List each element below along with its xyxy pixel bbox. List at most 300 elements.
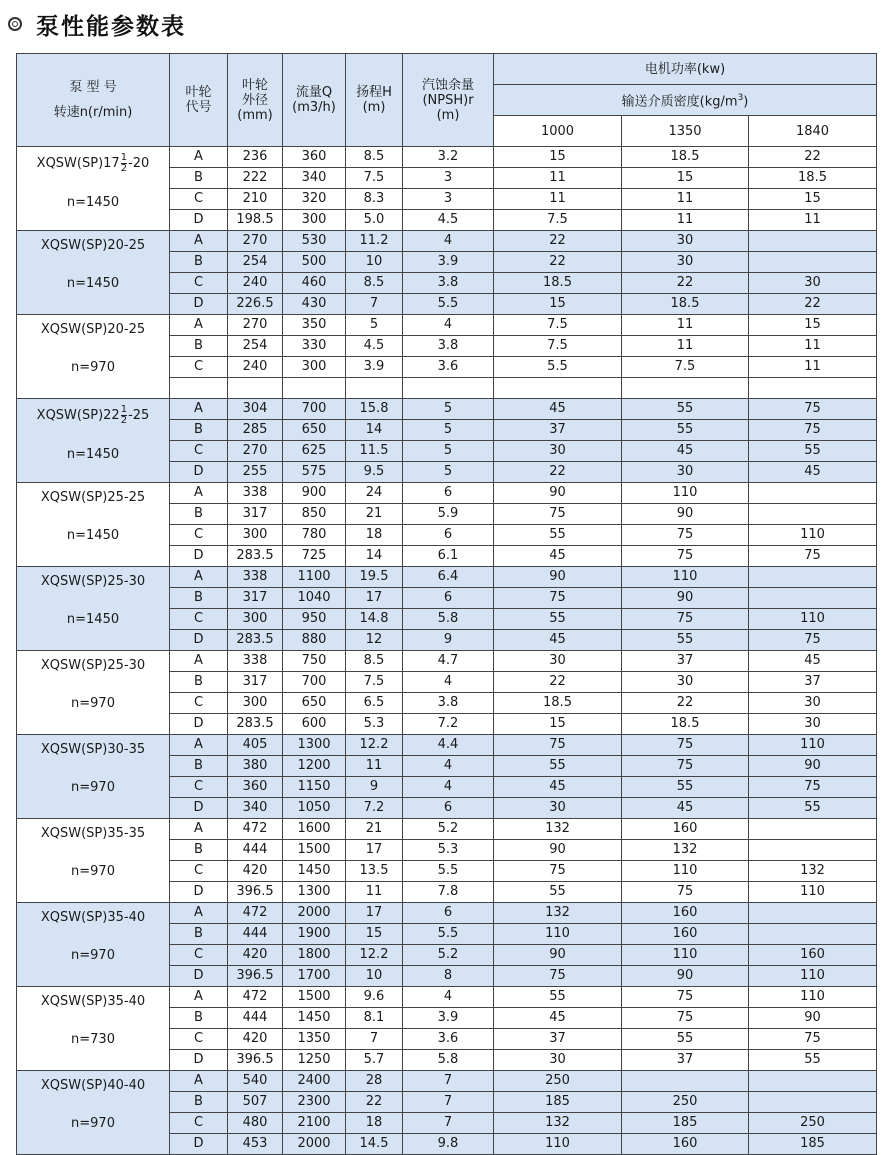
table-cell: 7 (403, 1071, 494, 1092)
table-cell: 21 (346, 819, 403, 840)
table-cell: 700 (283, 672, 346, 693)
table-cell: 1300 (283, 882, 346, 903)
table-cell: 3.2 (403, 147, 494, 168)
model-name: XQSW(SP)35-35 (40, 826, 146, 841)
table-cell: 15 (494, 294, 622, 315)
table-cell (749, 378, 877, 399)
table-cell: 2000 (283, 1134, 346, 1155)
table-cell: 4.7 (403, 651, 494, 672)
table-cell: 22 (494, 672, 622, 693)
table-row (17, 819, 877, 840)
table-cell: 55 (494, 987, 622, 1008)
table-cell: A (170, 819, 228, 840)
model-name: XQSW(SP)20-25 (40, 238, 146, 253)
table-cell: B (170, 420, 228, 441)
table-cell: 240 (228, 273, 283, 294)
table-cell: 5.5 (403, 294, 494, 315)
table-cell: 30 (622, 252, 749, 273)
table-cell: 7.5 (622, 357, 749, 378)
table-cell: 30 (494, 651, 622, 672)
table-cell: 5.5 (403, 861, 494, 882)
table-cell: 530 (283, 231, 346, 252)
table-cell: 5.3 (403, 840, 494, 861)
table-cell: 600 (283, 714, 346, 735)
table-cell: 75 (622, 546, 749, 567)
table-cell: 110 (494, 924, 622, 945)
table-cell: 1350 (283, 1029, 346, 1050)
table-cell: A (170, 735, 228, 756)
table-cell: 3.8 (403, 693, 494, 714)
title-text: 泵性能参数表 (36, 13, 186, 40)
model-name: XQSW(SP)30-35 (40, 742, 146, 757)
table-cell: 11 (494, 168, 622, 189)
table-cell: 338 (228, 483, 283, 504)
table-cell: 28 (346, 1071, 403, 1092)
table-cell: 75 (622, 1008, 749, 1029)
table-cell: 13.5 (346, 861, 403, 882)
table-cell: 30 (494, 1050, 622, 1071)
model-cell (17, 567, 170, 651)
table-cell: 11.2 (346, 231, 403, 252)
table-cell: 6 (403, 903, 494, 924)
table-cell (749, 819, 877, 840)
table-row (17, 315, 877, 336)
table-cell: 270 (228, 315, 283, 336)
table-cell: 750 (283, 651, 346, 672)
table-cell: B (170, 924, 228, 945)
table-cell: 90 (622, 966, 749, 987)
table-cell: 1500 (283, 987, 346, 1008)
table-cell: 75 (494, 861, 622, 882)
table-cell: 338 (228, 651, 283, 672)
table-cell: 396.5 (228, 1050, 283, 1071)
table-cell: A (170, 987, 228, 1008)
table-cell: 575 (283, 462, 346, 483)
model-name: XQSW(SP)22 $\frac{1}{2}$ -25 (36, 404, 150, 426)
table-cell: 5 (346, 315, 403, 336)
table-cell: 37 (622, 1050, 749, 1071)
model-cell (17, 735, 170, 819)
table-cell: 5 (403, 399, 494, 420)
table-cell: 90 (749, 1008, 877, 1029)
table-cell: 3 (403, 189, 494, 210)
table-cell: 10 (346, 966, 403, 987)
table-cell: 7.5 (494, 336, 622, 357)
header-pump-model: 泵 型 号 转速n(r/min) (17, 54, 170, 147)
model-cell (17, 1071, 170, 1155)
table-cell: 11 (346, 882, 403, 903)
table-cell: 75 (622, 882, 749, 903)
table-cell: 55 (749, 1050, 877, 1071)
table-cell: 75 (749, 399, 877, 420)
model-cell (17, 987, 170, 1071)
table-cell: 18.5 (622, 147, 749, 168)
table-cell: 45 (749, 462, 877, 483)
table-cell: 700 (283, 399, 346, 420)
table-cell: 55 (622, 630, 749, 651)
table-cell: 55 (622, 399, 749, 420)
table-cell: 14 (346, 546, 403, 567)
table-cell: 1050 (283, 798, 346, 819)
table-cell: 45 (749, 651, 877, 672)
table-cell: 338 (228, 567, 283, 588)
table-cell (749, 483, 877, 504)
table-cell: 300 (228, 525, 283, 546)
table-cell: A (170, 1071, 228, 1092)
table-cell: C (170, 1113, 228, 1134)
table-cell: 110 (622, 861, 749, 882)
table-cell: 4.5 (346, 336, 403, 357)
table-cell: 10 (346, 252, 403, 273)
table-cell: 22 (494, 462, 622, 483)
double-circle-icon (8, 17, 22, 31)
table-cell: 55 (622, 777, 749, 798)
table-cell: 950 (283, 609, 346, 630)
model-speed: n=970 (71, 1116, 115, 1131)
table-cell: 8 (403, 966, 494, 987)
header-impeller-diameter: 叶轮 外径 (mm) (228, 54, 283, 147)
table-cell: 11.5 (346, 441, 403, 462)
table-cell: 75 (494, 966, 622, 987)
table-cell (749, 840, 877, 861)
model-cell (17, 903, 170, 987)
table-cell: 1600 (283, 819, 346, 840)
table-cell: 15 (622, 168, 749, 189)
model-cell (17, 147, 170, 231)
table-cell: 14 (346, 420, 403, 441)
table-cell: 650 (283, 420, 346, 441)
table-cell: A (170, 483, 228, 504)
table-cell: 15 (749, 189, 877, 210)
table-cell: 11 (749, 336, 877, 357)
model-speed: n=970 (71, 864, 115, 879)
model-speed: n=730 (71, 1032, 115, 1047)
table-cell: 30 (622, 462, 749, 483)
table-row (17, 483, 877, 504)
table-cell: 12 (346, 630, 403, 651)
table-cell: 90 (494, 945, 622, 966)
table-row (17, 735, 877, 756)
table-cell: A (170, 399, 228, 420)
table-cell: 14.8 (346, 609, 403, 630)
table-cell: 7.8 (403, 882, 494, 903)
table-cell: 14.5 (346, 1134, 403, 1155)
model-speed: n=1450 (66, 195, 120, 210)
table-cell: 5.0 (346, 210, 403, 231)
table-cell: 5.3 (346, 714, 403, 735)
table-cell: 3.9 (346, 357, 403, 378)
table-cell: 472 (228, 903, 283, 924)
table-cell: 8.5 (346, 273, 403, 294)
table-cell: 850 (283, 504, 346, 525)
model-group (17, 735, 877, 819)
table-cell: B (170, 756, 228, 777)
table-cell (622, 378, 749, 399)
table-cell: 75 (494, 504, 622, 525)
table-cell: A (170, 147, 228, 168)
model-group (17, 987, 877, 1071)
table-cell (749, 1092, 877, 1113)
table-cell: 45 (622, 798, 749, 819)
table-cell: 7 (403, 1113, 494, 1134)
header-density-1000: 1000 (494, 116, 622, 147)
table-cell: 317 (228, 588, 283, 609)
table-cell: C (170, 609, 228, 630)
table-cell: 8.3 (346, 189, 403, 210)
table-cell: D (170, 1050, 228, 1071)
table-cell: A (170, 315, 228, 336)
table-cell: 1300 (283, 735, 346, 756)
table-cell: 444 (228, 924, 283, 945)
header-head: 扬程H (m) (346, 54, 403, 147)
table-cell: 4 (403, 315, 494, 336)
table-cell: 160 (622, 903, 749, 924)
table-cell: 37 (622, 651, 749, 672)
header-motor-power: 电机功率(kw) (494, 54, 877, 85)
table-cell: 7.5 (346, 672, 403, 693)
table-cell: 18.5 (494, 693, 622, 714)
table-cell: 7.2 (346, 798, 403, 819)
table-row (17, 399, 877, 420)
table-cell: 1250 (283, 1050, 346, 1071)
table-cell: B (170, 840, 228, 861)
table-cell: 350 (283, 315, 346, 336)
table-cell: 75 (749, 777, 877, 798)
table-cell: 380 (228, 756, 283, 777)
model-group (17, 567, 877, 651)
table-cell: 7.5 (346, 168, 403, 189)
table-cell: 55 (622, 1029, 749, 1050)
table-cell (170, 378, 228, 399)
table-cell: 650 (283, 693, 346, 714)
table-cell: 396.5 (228, 882, 283, 903)
model-cell (17, 651, 170, 735)
table-cell: 340 (283, 168, 346, 189)
table-cell: 18.5 (494, 273, 622, 294)
model-group (17, 483, 877, 567)
table-cell: 507 (228, 1092, 283, 1113)
table-row (17, 1071, 877, 1092)
table-cell: 8.5 (346, 651, 403, 672)
table-cell: 110 (622, 945, 749, 966)
table-cell: 444 (228, 1008, 283, 1029)
table-cell: D (170, 714, 228, 735)
table-cell: 283.5 (228, 546, 283, 567)
table-cell: D (170, 966, 228, 987)
table-cell: 222 (228, 168, 283, 189)
table-cell: 19.5 (346, 567, 403, 588)
table-cell: 110 (749, 966, 877, 987)
model-speed: n=970 (71, 360, 115, 375)
table-cell: 5.2 (403, 819, 494, 840)
table-cell: 6.5 (346, 693, 403, 714)
table-cell: 340 (228, 798, 283, 819)
table-cell: 880 (283, 630, 346, 651)
table-cell: 9.6 (346, 987, 403, 1008)
table-cell: 55 (749, 441, 877, 462)
table-cell: 55 (494, 756, 622, 777)
table-cell: 285 (228, 420, 283, 441)
table-cell (494, 378, 622, 399)
table-cell: 5.9 (403, 504, 494, 525)
table-cell: 160 (622, 1134, 749, 1155)
table-cell: 360 (283, 147, 346, 168)
table-cell: C (170, 693, 228, 714)
model-speed: n=1450 (66, 612, 120, 627)
table-cell: 420 (228, 861, 283, 882)
table-cell: 2300 (283, 1092, 346, 1113)
table-cell: 360 (228, 777, 283, 798)
table-cell: 22 (622, 273, 749, 294)
table-cell (749, 231, 877, 252)
table-cell: 396.5 (228, 966, 283, 987)
table-cell: A (170, 651, 228, 672)
table-cell: 240 (228, 357, 283, 378)
model-name: XQSW(SP)25-30 (40, 658, 146, 673)
table-cell: 210 (228, 189, 283, 210)
model-cell (17, 483, 170, 567)
table-cell: C (170, 357, 228, 378)
table-cell: 250 (749, 1113, 877, 1134)
table-cell: 5.2 (403, 945, 494, 966)
table-cell: 7 (346, 294, 403, 315)
table-cell: 330 (283, 336, 346, 357)
table-cell: 75 (749, 630, 877, 651)
table-cell: 3.8 (403, 336, 494, 357)
table-cell: 725 (283, 546, 346, 567)
table-cell: 185 (494, 1092, 622, 1113)
model-name: XQSW(SP)35-40 (40, 910, 146, 925)
model-cell (17, 231, 170, 315)
table-cell: 22 (494, 231, 622, 252)
table-cell: 405 (228, 735, 283, 756)
header-flow: 流量Q (m3/h) (283, 54, 346, 147)
table-cell: 45 (494, 546, 622, 567)
model-group (17, 819, 877, 903)
model-group (17, 1071, 877, 1155)
table-cell: 17 (346, 588, 403, 609)
table-cell: B (170, 1008, 228, 1029)
table-cell: 8.5 (346, 147, 403, 168)
model-speed: n=1450 (66, 276, 120, 291)
table-cell: 90 (494, 840, 622, 861)
table-cell: 11 (749, 210, 877, 231)
table-cell: 75 (749, 1029, 877, 1050)
table-cell: 110 (749, 987, 877, 1008)
table-cell (749, 504, 877, 525)
table-cell: 254 (228, 336, 283, 357)
model-name: XQSW(SP)40-40 (40, 1078, 146, 1093)
header-density: 输送介质密度$(kg/m^3)$ (494, 85, 877, 116)
table-cell: 300 (228, 609, 283, 630)
table-cell: 18 (346, 1113, 403, 1134)
table-cell: D (170, 462, 228, 483)
table-cell: 22 (494, 252, 622, 273)
table-cell: 75 (622, 525, 749, 546)
page-title (8, 6, 186, 42)
table-cell: B (170, 168, 228, 189)
table-cell: 3.8 (403, 273, 494, 294)
table-cell: 7.5 (494, 315, 622, 336)
table-cell: 3.6 (403, 357, 494, 378)
table-cell: D (170, 294, 228, 315)
header-npsh: 汽蚀余量 (NPSH)r (m) (403, 54, 494, 147)
table-cell: 12.2 (346, 945, 403, 966)
model-name: XQSW(SP)25-25 (40, 490, 146, 505)
table-cell: 55 (622, 420, 749, 441)
model-speed: n=1450 (66, 528, 120, 543)
table-cell: 30 (494, 441, 622, 462)
table-cell: 5.5 (403, 924, 494, 945)
table-cell: 255 (228, 462, 283, 483)
table-cell: 1200 (283, 756, 346, 777)
table-cell: 270 (228, 231, 283, 252)
table-cell: 132 (494, 1113, 622, 1134)
table-cell: 3 (403, 168, 494, 189)
table-cell (749, 252, 877, 273)
table-cell: 30 (749, 273, 877, 294)
model-group (17, 903, 877, 987)
table-cell: 5.7 (346, 1050, 403, 1071)
table-cell: 317 (228, 504, 283, 525)
table-cell: 18.5 (622, 294, 749, 315)
model-cell (17, 399, 170, 483)
table-cell: 250 (622, 1092, 749, 1113)
table-cell: 4.4 (403, 735, 494, 756)
table-row (17, 147, 877, 168)
table-cell: 90 (622, 588, 749, 609)
table-cell: 250 (494, 1071, 622, 1092)
table-row (17, 987, 877, 1008)
table-cell: 132 (494, 819, 622, 840)
table-cell: 472 (228, 987, 283, 1008)
table-cell: 55 (494, 609, 622, 630)
table-cell: 55 (494, 882, 622, 903)
model-group (17, 651, 877, 735)
table-cell: 304 (228, 399, 283, 420)
table-cell: 15 (346, 924, 403, 945)
header-density-1840: 1840 (749, 116, 877, 147)
table-cell: C (170, 189, 228, 210)
table-cell: 1100 (283, 567, 346, 588)
table-cell: 480 (228, 1113, 283, 1134)
table-cell: 132 (494, 903, 622, 924)
table-cell: 317 (228, 672, 283, 693)
table-cell: 1700 (283, 966, 346, 987)
table-cell: 7 (346, 1029, 403, 1050)
table-cell: 22 (749, 147, 877, 168)
table-cell: 420 (228, 1029, 283, 1050)
table-cell: 75 (622, 756, 749, 777)
table-cell: 4 (403, 672, 494, 693)
table-cell: 37 (494, 420, 622, 441)
table-cell: B (170, 252, 228, 273)
header-impeller-code: 叶轮 代号 (170, 54, 228, 147)
table-cell: 5 (403, 420, 494, 441)
table-cell: 2100 (283, 1113, 346, 1134)
table-cell: 132 (622, 840, 749, 861)
table-cell: 30 (494, 798, 622, 819)
pump-performance-table (16, 53, 877, 1155)
table-cell: 198.5 (228, 210, 283, 231)
table-cell: 8.1 (346, 1008, 403, 1029)
table-cell: 30 (622, 672, 749, 693)
table-cell: 37 (494, 1029, 622, 1050)
table-cell: 7.5 (494, 210, 622, 231)
table-row (17, 567, 877, 588)
table-cell: 5 (403, 462, 494, 483)
table-cell (749, 924, 877, 945)
